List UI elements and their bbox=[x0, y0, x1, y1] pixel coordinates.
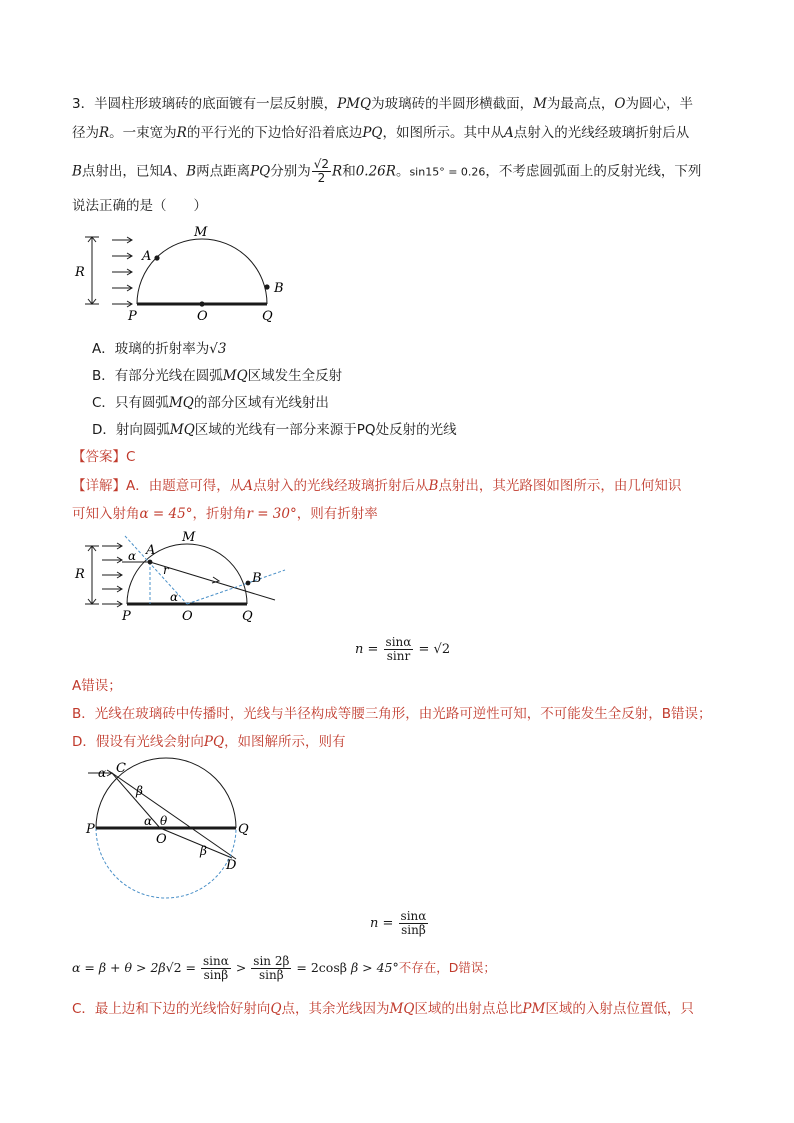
fig1-label-P: P bbox=[128, 309, 137, 324]
fig2-label-r: r bbox=[163, 563, 169, 577]
explain-d-line: D．假设有光线会射向PQ，如图解所示，则有 bbox=[72, 734, 346, 750]
explain-a-line-1: 【详解】A．由题意可得，从A点射入的光线经玻璃折射后从B点射出，其光路图如图所示，由几何知识 bbox=[72, 478, 682, 494]
fig3-label-D: D bbox=[226, 858, 237, 873]
option-b: B．有部分光线在圆弧MQ区域发生全反射 bbox=[92, 368, 343, 384]
fig1-label-B: B bbox=[274, 281, 284, 296]
equation-2: n = $\frac{\sin\alpha}{\sin\beta}$ bbox=[370, 909, 427, 937]
fig2-label-B: B bbox=[252, 571, 262, 586]
fig3-label-alpha-2: α bbox=[144, 814, 153, 828]
option-d: D．射向圆弧MQ区域的光线有一部分来源于PQ处反射的光线 bbox=[92, 422, 457, 438]
fraction-sqrt2-over-2: $\frac{√2}{2}$ bbox=[313, 157, 330, 185]
fig3-label-P: P bbox=[86, 822, 95, 837]
fig1-label-Q: Q bbox=[262, 309, 273, 324]
question-line-2: 径为R。一束宽为R的平行光的下边恰好沿着底边PQ，如图所示。其中从A点射入的光线经玻璃折射后从 bbox=[72, 125, 690, 141]
fig2-label-P: P bbox=[122, 609, 131, 624]
question-line-1: 3．半圆柱形玻璃砖的底面镀有一层反射膜，PMQ为玻璃砖的半圆形横截面，M为最高点，O为圆心，半 bbox=[72, 96, 693, 112]
figure-3-hypothesis bbox=[80, 755, 260, 910]
figure-1-semicircle bbox=[70, 222, 300, 327]
explain-c-line: C．最上边和下边的光线恰好射向Q点，其余光线因为MQ区域的出射点总比PM区域的入射点位置低，只 bbox=[72, 1001, 694, 1017]
fig1-label-A: A bbox=[142, 249, 152, 264]
fig3-label-beta-1: β bbox=[136, 784, 143, 798]
fig2-label-A: A bbox=[146, 543, 156, 558]
fig1-label-M: M bbox=[194, 225, 208, 240]
question-line-3: B点射出，已知A、B两点距离PQ分别为 $\frac{√2}{2}$ R和0.26R。sin15° = 0.26，不考虑圆弧面上的反射光线，下列 bbox=[72, 157, 702, 185]
question-line-4: 说法正确的是（ ） bbox=[72, 198, 207, 214]
fig2-label-alpha-1: α bbox=[128, 549, 137, 563]
option-a: A．玻璃的折射率为√3 bbox=[92, 341, 227, 357]
answer-label: 【答案】 bbox=[72, 449, 126, 465]
equation-1: n = $\frac{\sin\alpha}{\sin r}$ = √2 bbox=[355, 635, 451, 663]
explain-b-line: B．光线在玻璃砖中传播时，光线与半径构成等腰三角形，由光路可逆性可知，不可能发生全反射，B错误； bbox=[72, 706, 712, 722]
fig2-label-R: R bbox=[75, 567, 85, 582]
fig1-label-R: R bbox=[75, 265, 85, 280]
fig3-label-O: O bbox=[156, 832, 167, 847]
figure-2-refraction bbox=[70, 528, 300, 633]
fig3-label-alpha-1: α bbox=[98, 766, 107, 780]
explain-label: 【详解】 bbox=[72, 478, 126, 494]
answer-line bbox=[72, 448, 135, 466]
fig3-label-C: C bbox=[116, 761, 126, 776]
equation-3-line: α = β + θ > 2β√2 = $\frac{\sin\alpha}{\sin\beta}$ > $\frac{\sin 2\beta}{\sin\beta}$ = 2cosβ β > 45°不存在，D错误； bbox=[72, 954, 496, 982]
option-c: C．只有圆弧MQ的部分区域有光线射出 bbox=[92, 395, 329, 411]
fig2-label-M: M bbox=[182, 530, 196, 545]
fig3-label-theta: θ bbox=[160, 814, 168, 828]
question-number: 3． bbox=[72, 96, 95, 112]
fig2-label-O: O bbox=[182, 609, 193, 624]
answer-value: C bbox=[126, 449, 136, 465]
fig1-label-O: O bbox=[197, 309, 208, 324]
fig2-label-alpha-2: α bbox=[170, 590, 179, 604]
explain-a-verdict: A错误； bbox=[72, 678, 122, 694]
fig3-label-Q: Q bbox=[238, 822, 249, 837]
explain-a-line-2: 可知入射角α = 45°，折射角r = 30°，则有折射率 bbox=[72, 506, 378, 522]
fig2-label-Q: Q bbox=[242, 609, 253, 624]
fig3-label-beta-2: β bbox=[200, 844, 207, 858]
